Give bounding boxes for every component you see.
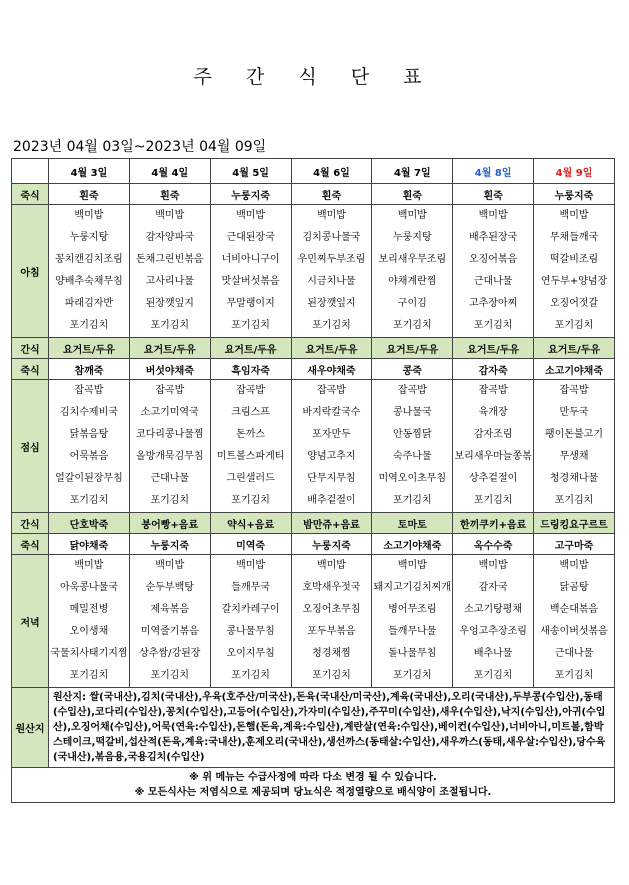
- menu-item: 배추나물: [473, 648, 513, 659]
- afternoon-snack-row-cell: 약식+음료: [210, 513, 291, 534]
- menu-item: 백미밥: [559, 210, 589, 221]
- menu-item: 어묵볶음: [69, 451, 109, 462]
- menu-item: 양념고추지: [307, 451, 356, 462]
- menu-item: 시금치나물: [307, 276, 356, 287]
- menu-item: 돌나물무침: [388, 648, 437, 659]
- note-line: ※ 모든식사는 저염식으로 제공되며 당뇨식은 적정열량으로 배식양이 조절됩니다.: [134, 787, 492, 798]
- menu-item: 무생채: [559, 451, 589, 462]
- breakfast-row-day-cell: [210, 205, 291, 338]
- menu-item: 들깨무국: [231, 582, 270, 593]
- dinner-row-day-cell: [210, 555, 291, 688]
- menu-item: 소고기탕평채: [464, 604, 523, 615]
- menu-item: 닭곰탕: [559, 582, 589, 593]
- menu-item: 올방개묵김무침: [135, 451, 204, 462]
- afternoon-snack-row-cell: 단호박죽: [49, 513, 130, 534]
- menu-item: 포기김치: [312, 670, 351, 681]
- breakfast-porridge-row-cell: 누룽지죽: [534, 184, 615, 205]
- menu-item: 아욱콩나물국: [59, 582, 118, 593]
- dinner-row-day-cell: [291, 555, 372, 688]
- origin-row: [12, 688, 615, 768]
- menu-item: 포자만두: [312, 429, 351, 440]
- menu-item: 단무지무침: [307, 473, 356, 484]
- menu-item: 백미밥: [155, 210, 185, 221]
- afternoon-snack-row-cell: 밤만쥬+음료: [291, 513, 372, 534]
- menu-item: 보리새우마늘쫑볶: [454, 451, 532, 462]
- breakfast-row-day-cell: [453, 205, 534, 338]
- dinner-row: [12, 555, 615, 688]
- breakfast-row-label: 아침: [12, 205, 49, 338]
- notes-cell: [12, 768, 615, 803]
- lunch-porridge-row: [12, 359, 615, 380]
- menu-item: 백미밥: [155, 560, 185, 571]
- menu-item: 포기김치: [150, 495, 190, 506]
- dinner-porridge-row-cell: 소고기야채죽: [372, 534, 453, 555]
- lunch-row: [12, 380, 615, 513]
- date-period: 2023년 04월 03일~2023년 04월 09일: [13, 139, 267, 155]
- day-header-cell: 4월 6일: [291, 159, 372, 184]
- dinner-row-day-cell: [453, 555, 534, 688]
- lunch-row-day-cell: [534, 380, 615, 513]
- menu-item: 소고기미역국: [140, 407, 199, 418]
- menu-item: 근대된장국: [226, 232, 275, 243]
- menu-item: 포기김치: [69, 495, 109, 506]
- menu-item: 제육볶음: [150, 604, 190, 615]
- menu-item: 포기김치: [554, 495, 594, 506]
- menu-item: 잡곡밥: [155, 385, 185, 396]
- menu-item: 근대나물: [554, 648, 594, 659]
- dinner-row-day-cell: [534, 555, 615, 688]
- lunch-row-day-cell: [291, 380, 372, 513]
- day-header-cell: 4월 9일: [534, 159, 615, 184]
- menu-item: 포기김치: [473, 670, 513, 681]
- menu-item: 백미밥: [397, 210, 427, 221]
- page-title: 주 간 식 단 표: [193, 66, 436, 88]
- menu-item: 코다리콩나물찜: [135, 429, 204, 440]
- day-header-cell: 4월 3일: [49, 159, 130, 184]
- lunch-porridge-row-cell: 새우야채죽: [291, 359, 372, 380]
- menu-item: 백미밥: [74, 210, 104, 221]
- menu-item: 파래김자반: [64, 298, 114, 309]
- menu-item: 오징어초무침: [302, 604, 361, 615]
- menu-item: 김치수제비국: [59, 407, 118, 418]
- lunch-porridge-row-cell: 소고기야채죽: [534, 359, 615, 380]
- menu-item: 잡곡밥: [397, 385, 427, 396]
- dinner-porridge-row-cell: 고구마죽: [534, 534, 615, 555]
- menu-item: 감자양파국: [145, 232, 194, 243]
- lunch-row-day-cell: [49, 380, 130, 513]
- menu-item: 안동찜닭: [392, 429, 432, 440]
- menu-item: 우민찌두부조림: [297, 254, 366, 265]
- menu-item: 야채계란찜: [388, 276, 437, 287]
- menu-item: 백미밥: [236, 210, 266, 221]
- lunch-porridge-row-label: 죽식: [12, 359, 49, 380]
- breakfast-porridge-row-cell: 흰죽: [291, 184, 372, 205]
- morning-snack-row-cell: 요거트/두유: [129, 338, 210, 359]
- breakfast-porridge-row-cell: 흰죽: [372, 184, 453, 205]
- morning-snack-row-cell: 요거트/두유: [291, 338, 372, 359]
- menu-item: 순두부백탕: [145, 582, 194, 593]
- menu-item: 포기김치: [392, 495, 432, 506]
- menu-item: 새송이버섯볶음: [540, 626, 608, 637]
- menu-item: 백미밥: [316, 560, 346, 571]
- menu-item: 들깨무나물: [388, 626, 437, 637]
- afternoon-snack-row-cell: 드링킹요구르트: [534, 513, 615, 534]
- menu-item: 팽이돈불고기: [545, 429, 604, 440]
- menu-item: 만두국: [559, 407, 589, 418]
- morning-snack-row-cell: 요거트/두유: [372, 338, 453, 359]
- afternoon-snack-row-cell: 한끼쿠키+음료: [453, 513, 534, 534]
- day-header-cell: 4월 4일: [129, 159, 210, 184]
- breakfast-row-day-cell: [129, 205, 210, 338]
- dinner-porridge-row-cell: 누룽지죽: [291, 534, 372, 555]
- breakfast-porridge-row-label: 죽식: [12, 184, 49, 205]
- menu-item: 무말랭이지: [226, 298, 275, 309]
- lunch-porridge-row-cell: 감자죽: [453, 359, 534, 380]
- afternoon-snack-row-label: 간식: [12, 513, 49, 534]
- menu-item: 오이지무침: [226, 648, 275, 659]
- breakfast-row-day-cell: [534, 205, 615, 338]
- lunch-porridge-row-cell: 버섯야채죽: [129, 359, 210, 380]
- menu-item: 포기김치: [69, 320, 109, 331]
- dinner-row-day-cell: [49, 555, 130, 688]
- menu-item: 포기김치: [554, 670, 594, 681]
- morning-snack-row-cell: 요거트/두유: [534, 338, 615, 359]
- morning-snack-row-cell: 요거트/두유: [49, 338, 130, 359]
- menu-item: 갈치카레구이: [221, 604, 280, 615]
- day-header-cell: 4월 5일: [210, 159, 291, 184]
- menu-item: 그린샐러드: [226, 473, 275, 484]
- menu-item: 근대나물: [150, 473, 190, 484]
- menu-item: 포기김치: [231, 670, 270, 681]
- menu-item: 청경채나물: [549, 473, 599, 484]
- menu-item: 포기김치: [231, 495, 270, 506]
- breakfast-row: [12, 205, 615, 338]
- menu-item: 포기김치: [473, 320, 513, 331]
- menu-item: 우엉고추장조림: [459, 626, 527, 637]
- menu-item: 포기김치: [69, 670, 109, 681]
- breakfast-porridge-row-cell: 흰죽: [129, 184, 210, 205]
- breakfast-row-day-cell: [49, 205, 130, 338]
- menu-item: 된장깻잎지: [307, 298, 356, 309]
- dinner-row-label: 저녁: [12, 555, 49, 688]
- menu-item: 닭볶음탕: [69, 429, 109, 440]
- morning-snack-row-cell: 요거트/두유: [453, 338, 534, 359]
- menu-item: 오징어젓갈: [549, 298, 599, 309]
- dinner-porridge-row-cell: 옥수수죽: [453, 534, 534, 555]
- menu-item: 병어무조림: [388, 604, 437, 615]
- dinner-row-day-cell: [372, 555, 453, 688]
- menu-item: 잡곡밥: [74, 385, 104, 396]
- lunch-row-label: 점심: [12, 380, 49, 513]
- menu-item: 보리새우무조림: [378, 254, 447, 265]
- menu-item: 육개장: [478, 407, 508, 418]
- day-header-row: [12, 159, 615, 184]
- menu-item: 고추장아찌: [468, 298, 518, 309]
- afternoon-snack-row-cell: 붕어빵+음료: [129, 513, 210, 534]
- lunch-row-day-cell: [210, 380, 291, 513]
- menu-item: 누룽지탕: [392, 232, 432, 243]
- menu-item: 미역줄기볶음: [140, 626, 199, 637]
- morning-snack-row-label: 간식: [12, 338, 49, 359]
- origin-label: 원산지: [12, 688, 49, 768]
- breakfast-row-day-cell: [291, 205, 372, 338]
- dinner-porridge-row-cell: 닭야채죽: [49, 534, 130, 555]
- menu-item: 포기김치: [473, 495, 513, 506]
- menu-item: 포기김치: [231, 320, 270, 331]
- menu-item: 백미밥: [559, 560, 589, 571]
- menu-item: 백미밥: [74, 560, 104, 571]
- menu-item: 청경채찜: [312, 648, 351, 659]
- menu-item: 잡곡밥: [316, 385, 346, 396]
- dinner-porridge-row-cell: 누룽지죽: [129, 534, 210, 555]
- weekly-menu-table: [11, 158, 615, 803]
- note-line: ※ 위 메뉴는 수급사정에 따라 다소 변경 될 수 있습니다.: [189, 772, 437, 783]
- menu-item: 잡곡밥: [478, 385, 508, 396]
- menu-item: 배추겉절이: [307, 495, 356, 506]
- menu-item: 잡곡밥: [559, 385, 589, 396]
- menu-item: 돼지고기김치찌개: [373, 582, 451, 593]
- lunch-row-day-cell: [129, 380, 210, 513]
- day-header-cell: 4월 8일: [453, 159, 534, 184]
- menu-item: 콩나물무침: [226, 626, 275, 637]
- notes-row: [12, 768, 615, 803]
- morning-snack-row-cell: 요거트/두유: [210, 338, 291, 359]
- lunch-row-day-cell: [372, 380, 453, 513]
- menu-item: 메밀전병: [69, 604, 109, 615]
- menu-item: 떡갈비조림: [549, 254, 599, 265]
- menu-item: 상추겉절이: [468, 473, 518, 484]
- menu-item: 무채들깨국: [549, 232, 599, 243]
- menu-item: 포두부볶음: [307, 626, 356, 637]
- menu-item: 돈채그린빈볶음: [135, 254, 204, 265]
- menu-item: 백순대볶음: [549, 604, 599, 615]
- menu-item: 구이김: [397, 298, 427, 309]
- menu-item: 감자국: [478, 582, 508, 593]
- menu-item: 크림스프: [231, 407, 270, 418]
- dinner-row-day-cell: [129, 555, 210, 688]
- menu-item: 포기김치: [312, 320, 351, 331]
- menu-item: 오이생채: [69, 626, 109, 637]
- menu-item: 미트볼스파게티: [216, 451, 285, 462]
- menu-item: 포기김치: [392, 320, 432, 331]
- origin-text: 원산지: 쌀(국내산),김치(국내산),우육(호주산/미국산),돈육(국내산/미국산),계육(국내산),오리(국내산),두부콩(수입산),동태(수입산),코다리(수입산),꽁치(수입산),고등어(수입산),가자미(수입산),주꾸미(수입산),새우(수입산),낙지(수입산),아귀(수입산),오징어채(수입산),어묵(연육:수입산),돈햄(돈육,계육:수입산),계란살(연육:수입산),베이컨(수입산),너비아니,미트볼,함박스테이크,떡갈비,섭산적(돈육,계육:국내산),훈제오리(국내산),생선까스(동태살:수입산),새우까스(동태,새우살:수입산),당수육(국내산),볶음용,국용김치(수입산): [49, 688, 615, 768]
- menu-item: 백미밥: [478, 560, 508, 571]
- menu-item: 양배추숙채무침: [55, 276, 123, 287]
- menu-item: 포기김치: [392, 670, 432, 681]
- menu-item: 김치콩나물국: [302, 232, 361, 243]
- menu-item: 배추된장국: [468, 232, 518, 243]
- breakfast-porridge-row-cell: 흰죽: [49, 184, 130, 205]
- morning-snack-row: [12, 338, 615, 359]
- menu-item: 백미밥: [236, 560, 266, 571]
- breakfast-porridge-row-cell: 흰죽: [453, 184, 534, 205]
- menu-item: 백미밥: [316, 210, 346, 221]
- dinner-porridge-row-label: 죽식: [12, 534, 49, 555]
- dinner-porridge-row-cell: 미역죽: [210, 534, 291, 555]
- menu-item: 맛살버섯볶음: [221, 276, 280, 287]
- breakfast-row-day-cell: [372, 205, 453, 338]
- lunch-porridge-row-cell: 참깨죽: [49, 359, 130, 380]
- breakfast-porridge-row-cell: 누룽지죽: [210, 184, 291, 205]
- afternoon-snack-row-cell: 토마토: [372, 513, 453, 534]
- menu-item: 오징어볶음: [468, 254, 518, 265]
- menu-item: 잡곡밥: [236, 385, 266, 396]
- menu-item: 포기김치: [150, 670, 190, 681]
- menu-item: 너비아니구이: [221, 254, 280, 265]
- menu-item: 숙주나물: [392, 451, 432, 462]
- menu-item: 연두부+양념장: [540, 276, 608, 287]
- menu-item: 감자조림: [473, 429, 513, 440]
- menu-item: 얼갈이된장무침: [55, 473, 123, 484]
- breakfast-porridge-row: [12, 184, 615, 205]
- menu-item: 꽁치캔김치조림: [55, 254, 123, 265]
- dinner-porridge-row: [12, 534, 615, 555]
- menu-item: 콩나물국: [392, 407, 432, 418]
- menu-item: 백미밥: [478, 210, 508, 221]
- menu-item: 된장깻잎지: [145, 298, 194, 309]
- menu-item: 호박새우젓국: [302, 582, 361, 593]
- header-blank-cell: [12, 159, 49, 184]
- menu-item: 돈까스: [236, 429, 266, 440]
- lunch-porridge-row-cell: 흑임자죽: [210, 359, 291, 380]
- menu-item: 고사리나물: [145, 276, 194, 287]
- menu-item: 포기김치: [150, 320, 190, 331]
- menu-item: 국물치사태기지찜: [50, 648, 128, 659]
- menu-item: 근대나물: [473, 276, 513, 287]
- menu-item: 누룽지탕: [69, 232, 109, 243]
- menu-item: 상추쌈/강된장: [139, 648, 201, 659]
- menu-item: 백미밥: [397, 560, 427, 571]
- menu-item: 미역오이초무침: [378, 473, 447, 484]
- menu-item: 바지락칼국수: [302, 407, 361, 418]
- afternoon-snack-row: [12, 513, 615, 534]
- menu-item: 포기김치: [554, 320, 594, 331]
- lunch-row-day-cell: [453, 380, 534, 513]
- lunch-porridge-row-cell: 콩죽: [372, 359, 453, 380]
- day-header-cell: 4월 7일: [372, 159, 453, 184]
